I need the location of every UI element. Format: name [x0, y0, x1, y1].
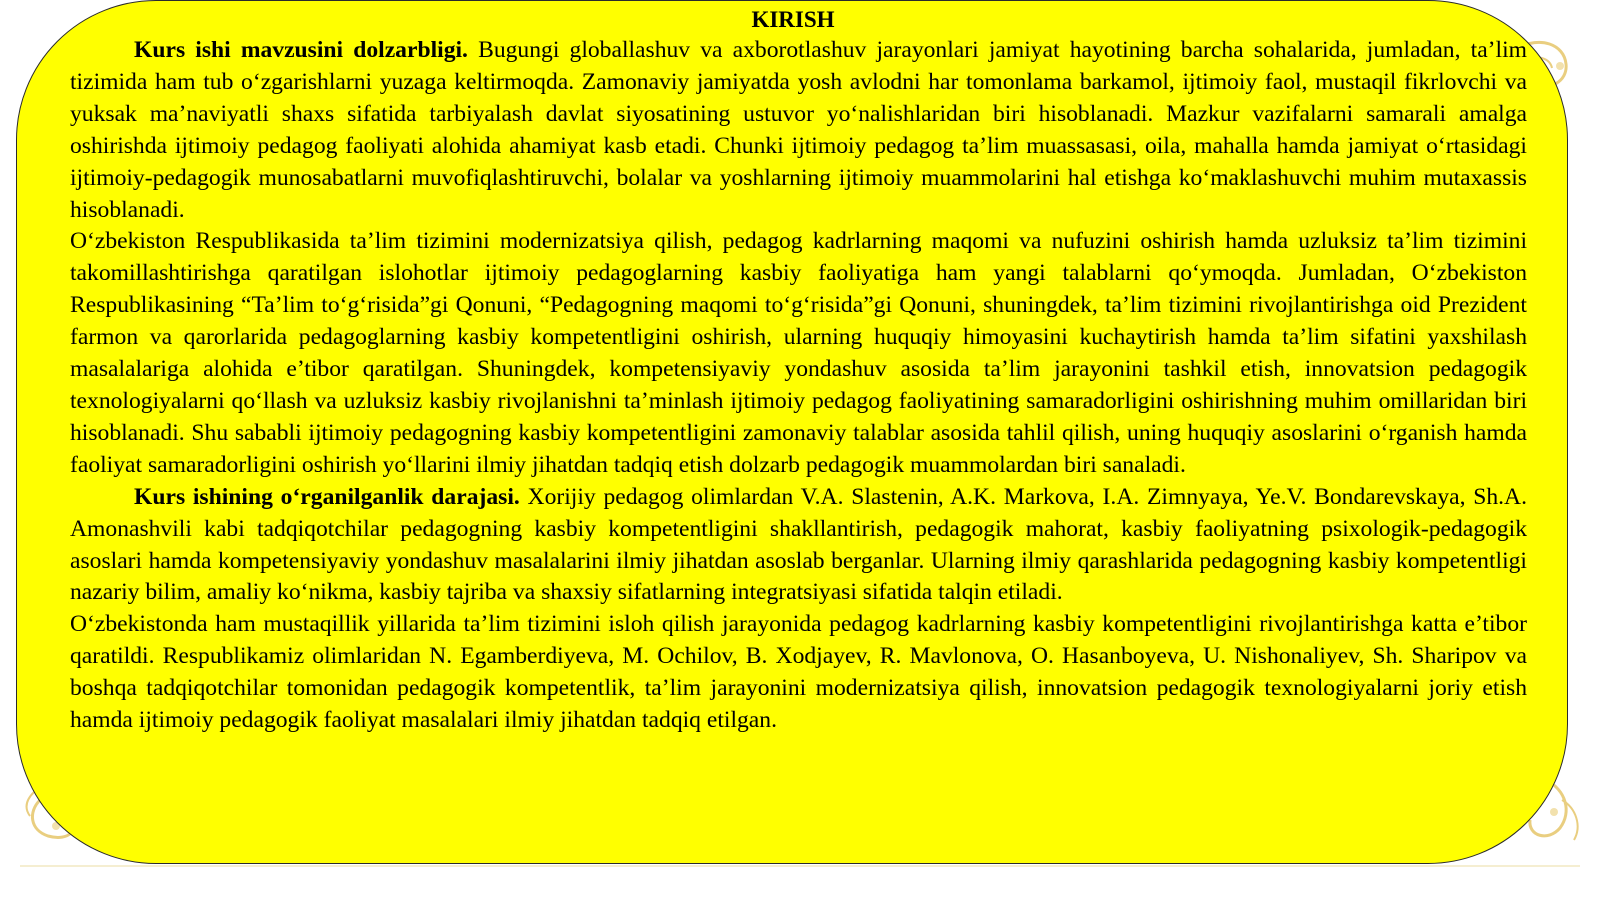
document-body — [70, 35, 1527, 737]
paragraph-relevance — [70, 35, 1527, 226]
yellow-content-card — [16, 0, 1568, 864]
paragraph-text: Bugungi globallashuv va axborotlashuv jarayonlari jamiyat hayotining barcha sohalarida, jumladan, ta’lim tizimida ham tub o‘zgarishlarni yuzaga keltirmoqda. Zamonaviy jamiyatda yosh avlodni har tomonlama barkamol, ijtimoiy faol, mustaqil fikrlovchi va yuksak ma’naviyatli shaxs sifatida tarbiyalash davlat siyosatining ustuvor yo‘nalishlaridan biri hisoblanadi. Mazkur vazifalarni samarali amalga oshirishda ijtimoiy pedagog faoliyati alohida ahamiyat kasb etadi. Chunki ijtimoiy pedagog ta’lim muassasasi, oila, mahalla hamda jamiyat o‘rtasidagi ijtimoiy-pedagogik munosabatlarni muvofiqlashtiruvchi, bolalar va yoshlarning ijtimoiy muammolarini hal etishga ko‘maklashuvchi muhim mutaxassis hisoblanadi. — [70, 37, 1527, 223]
page-title: KIRISH — [751, 7, 835, 32]
paragraph-lead-bold: Kurs ishining o‘rganilganlik darajasi. — [134, 483, 520, 510]
paragraph-legal-framework: O‘zbekiston Respublikasida ta’lim tizimini modernizatsiya qilish, pedagog kadrlarning maqomi va nufuzini oshirish hamda uzluksiz ta’lim tizimini takomillashtirishga qaratilgan islohotlar ijtimoiy pedagoglarning kasbiy faoliyatiga ham yangi talablarni qo‘ymoqda. Jumladan, O‘zbekiston Respublikasining “Ta’lim to‘g‘risida”gi Qonuni, “Pedagogning maqomi to‘g‘risida”gi Qonuni, shuningdek, ta’lim tizimini rivojlantirishga oid Prezident farmon va qarorlarida pedagoglarning kasbiy kompetentligini oshirish, ularning huquqiy himoyasini kuchaytirish hamda ta’lim sifatini yaxshilash masalalariga alohida e’tibor qaratilgan. Shuningdek, kompetensiyaviy yondashuv asosida ta’lim jarayonini tashkil etish, innovatsion pedagogik texnologiyalarni qo‘llash va uzluksiz kasbiy rivojlanishni ta’minlash ijtimoiy pedagog faoliyatining samaradorligini oshirishning muhim omillaridan biri hisoblanadi. Shu sababli ijtimoiy pedagogning kasbiy kompetentligini zamonaviy talablar asosida tahlil qilish, uning huquqiy asoslarini o‘rganish hamda faoliyat samaradorligini oshirish yo‘llarini ilmiy jihatdan tadqiq etish dolzarb pedagogik muammolardan biri sanaladi. — [70, 228, 1527, 478]
paragraph-uzbek-scholars: O‘zbekistonda ham mustaqillik yillarida ta’lim tizimini isloh qilish jarayonida pedagog kadrlarning kasbiy kompetentligini rivojlantirishga katta e’tibor qaratildi. Respublikamiz olimlaridan N. Egamberdiyeva, M. Ochilov, B. Xodjayev, R. Mavlonova, O. Hasanboyeva, U. Nishonaliyev, Sh. Sharipov va boshqa tadqiqotchilar tomonidan pedagogik kompetentlik, ta’lim jarayonini modernizatsiya qilish, innovatsion pedagogik texnologiyalarni joriy etish hamda ijtimoiy pedagogik faoliyat masalalari ilmiy jihatdan tadqiq etilgan. — [70, 611, 1527, 734]
paragraph-lead-bold: Kurs ishi mavzusini dolzarbligi. — [134, 37, 468, 63]
paragraph-text: Xorijiy pedagog olimlardan V.A. Slastenin, A.K. Markova, I.A. Zimnyaya, Ye.V. Bondarevskaya, Sh.A. Amonashvili kabi tadqiqotchilar pedagogning kasbiy kompetentligini shakllantirish, pedagogik mahorat, kasbiy faoliyatning psixologik-pedagogik asoslari hamda kompetensiyaviy yondashuv masalalarini ilmiy jihatdan asoslab berganlar. Ularning ilmiy qarashlarida pedagogning kasbiy kompetentligi nazariy bilim, amaliy ko‘nikma, kasbiy tajriba va shaxsiy sifatlarning integratsiyasi sifatida talqin etiladi. — [70, 483, 1527, 606]
paragraph-study-degree — [70, 482, 1527, 610]
